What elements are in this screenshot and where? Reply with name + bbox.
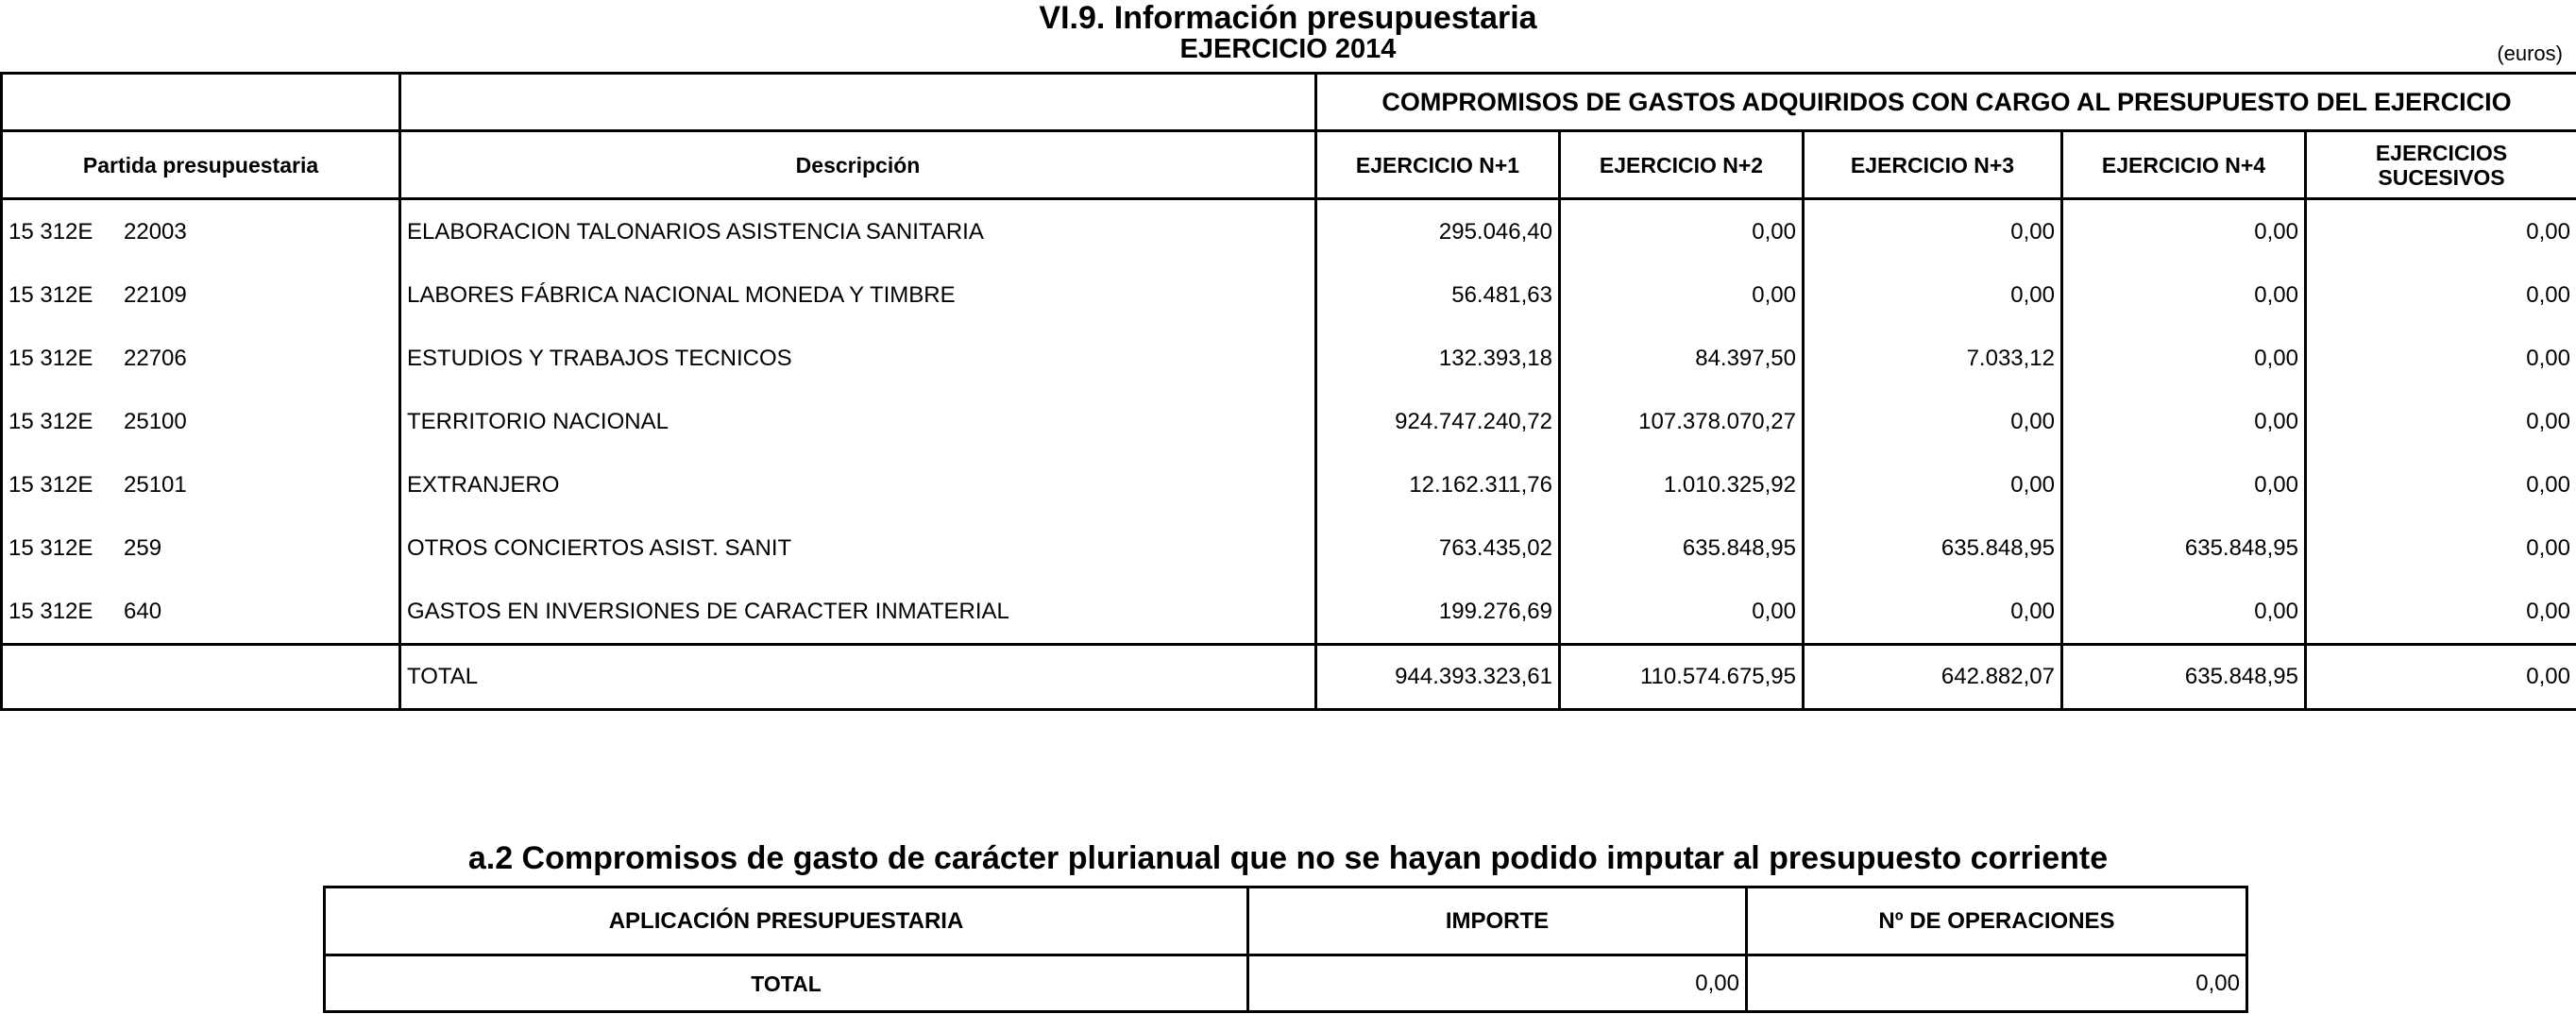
n4-cell: 0,00 (2062, 327, 2306, 390)
column-header-n4: EJERCICIO N+4 (2062, 131, 2306, 199)
total-blank-cell (2, 645, 400, 710)
n4-cell: 635.848,95 (2062, 516, 2306, 580)
n1-cell: 12.162.311,76 (1316, 453, 1560, 516)
program-code: 15 312E (8, 598, 93, 624)
column-header-sucesivos: EJERCICIOS SUCESIVOS (2306, 131, 2576, 199)
concept-code: 640 (124, 598, 162, 624)
n2-cell: 1.010.325,92 (1560, 453, 1804, 516)
description-cell: GASTOS EN INVERSIONES DE CARACTER INMATERIAL (400, 580, 1316, 645)
column-header-n1: EJERCICIO N+1 (1316, 131, 1560, 199)
blank-header-cell (2, 74, 400, 131)
column-header-n3: EJERCICIO N+3 (1804, 131, 2062, 199)
table-row (2, 263, 2576, 327)
partida-cell (2, 390, 400, 453)
n4-cell: 0,00 (2062, 580, 2306, 645)
total-label: TOTAL (400, 645, 1316, 710)
a2-total-label: TOTAL (325, 955, 1248, 1012)
n1-cell: 295.046,40 (1316, 199, 1560, 264)
column-header-partida: Partida presupuestaria (2, 131, 400, 199)
sucesivos-cell: 0,00 (2306, 390, 2576, 453)
description-cell: ELABORACION TALONARIOS ASISTENCIA SANITARIA (400, 199, 1316, 264)
concept-code: 25100 (124, 408, 187, 434)
program-code: 15 312E (8, 534, 93, 561)
description-cell: OTROS CONCIERTOS ASIST. SANIT (400, 516, 1316, 580)
n1-cell: 924.747.240,72 (1316, 390, 1560, 453)
column-header-importe: IMPORTE (1248, 887, 1747, 955)
n4-cell: 0,00 (2062, 199, 2306, 264)
section-a2-title: a.2 Compromisos de gasto de carácter plurianual que no se hayan podido imputar al presupuesto corriente (467, 840, 2109, 876)
a2-total-importe: 0,00 (1248, 955, 1747, 1012)
n3-cell: 635.848,95 (1804, 516, 2062, 580)
table-row (2, 199, 2576, 264)
concept-code: 22109 (124, 281, 187, 308)
n2-cell: 0,00 (1560, 263, 1804, 327)
n3-cell: 0,00 (1804, 390, 2062, 453)
description-cell: LABORES FÁBRICA NACIONAL MONEDA Y TIMBRE (400, 263, 1316, 327)
concept-code: 25101 (124, 471, 187, 498)
a2-total-operaciones: 0,00 (1747, 955, 2247, 1012)
n2-cell: 107.378.070,27 (1560, 390, 1804, 453)
n2-cell: 0,00 (1560, 199, 1804, 264)
n3-cell: 0,00 (1804, 580, 2062, 645)
concept-code: 259 (124, 534, 162, 561)
partida-cell (2, 327, 400, 390)
n4-cell: 0,00 (2062, 390, 2306, 453)
description-cell: EXTRANJERO (400, 453, 1316, 516)
n1-cell: 56.481,63 (1316, 263, 1560, 327)
program-code: 15 312E (8, 471, 93, 498)
column-header-descripcion: Descripción (400, 131, 1316, 199)
n3-cell: 0,00 (1804, 453, 2062, 516)
program-code: 15 312E (8, 218, 93, 245)
group-header: COMPROMISOS DE GASTOS ADQUIRIDOS CON CARGO AL PRESUPUESTO DEL EJERCICIO (1316, 74, 2576, 131)
program-code: 15 312E (8, 281, 93, 308)
table-row (2, 327, 2576, 390)
n2-cell: 635.848,95 (1560, 516, 1804, 580)
table-row (2, 390, 2576, 453)
description-cell: ESTUDIOS Y TRABAJOS TECNICOS (400, 327, 1316, 390)
column-header-operaciones: Nº DE OPERACIONES (1747, 887, 2247, 955)
sucesivos-cell: 0,00 (2306, 516, 2576, 580)
total-n1: 944.393.323,61 (1316, 645, 1560, 710)
sucesivos-cell: 0,00 (2306, 327, 2576, 390)
unit-label: (euros) (2497, 42, 2563, 65)
budget-commitments-table (0, 72, 2576, 711)
concept-code: 22003 (124, 218, 187, 245)
n3-cell: 7.033,12 (1804, 327, 2062, 390)
sucesivos-cell: 0,00 (2306, 263, 2576, 327)
n1-cell: 763.435,02 (1316, 516, 1560, 580)
table-row (2, 580, 2576, 645)
total-sucesivos: 0,00 (2306, 645, 2576, 710)
sucesivos-cell: 0,00 (2306, 199, 2576, 264)
blank-header-cell (400, 74, 1316, 131)
partida-cell (2, 199, 400, 264)
n4-cell: 0,00 (2062, 263, 2306, 327)
program-code: 15 312E (8, 408, 93, 434)
partida-cell (2, 453, 400, 516)
page-title: VI.9. Información presupuestaria (1039, 0, 1537, 36)
total-n2: 110.574.675,95 (1560, 645, 1804, 710)
n1-cell: 199.276,69 (1316, 580, 1560, 645)
n3-cell: 0,00 (1804, 263, 2062, 327)
n2-cell: 84.397,50 (1560, 327, 1804, 390)
partida-cell (2, 263, 400, 327)
table-row (2, 516, 2576, 580)
total-n3: 642.882,07 (1804, 645, 2062, 710)
n3-cell: 0,00 (1804, 199, 2062, 264)
n4-cell: 0,00 (2062, 453, 2306, 516)
total-n4: 635.848,95 (2062, 645, 2306, 710)
page-subtitle: EJERCICIO 2014 (1179, 34, 1397, 64)
concept-code: 22706 (124, 345, 187, 371)
partida-cell (2, 516, 400, 580)
description-cell: TERRITORIO NACIONAL (400, 390, 1316, 453)
sucesivos-cell: 0,00 (2306, 580, 2576, 645)
program-code: 15 312E (8, 345, 93, 371)
n2-cell: 0,00 (1560, 580, 1804, 645)
column-header-n2: EJERCICIO N+2 (1560, 131, 1804, 199)
table-row (2, 453, 2576, 516)
n1-cell: 132.393,18 (1316, 327, 1560, 390)
sucesivos-cell: 0,00 (2306, 453, 2576, 516)
column-header-aplicacion: APLICACIÓN PRESUPUESTARIA (325, 887, 1248, 955)
multiyear-commitments-table (323, 886, 2248, 1013)
partida-cell (2, 580, 400, 645)
